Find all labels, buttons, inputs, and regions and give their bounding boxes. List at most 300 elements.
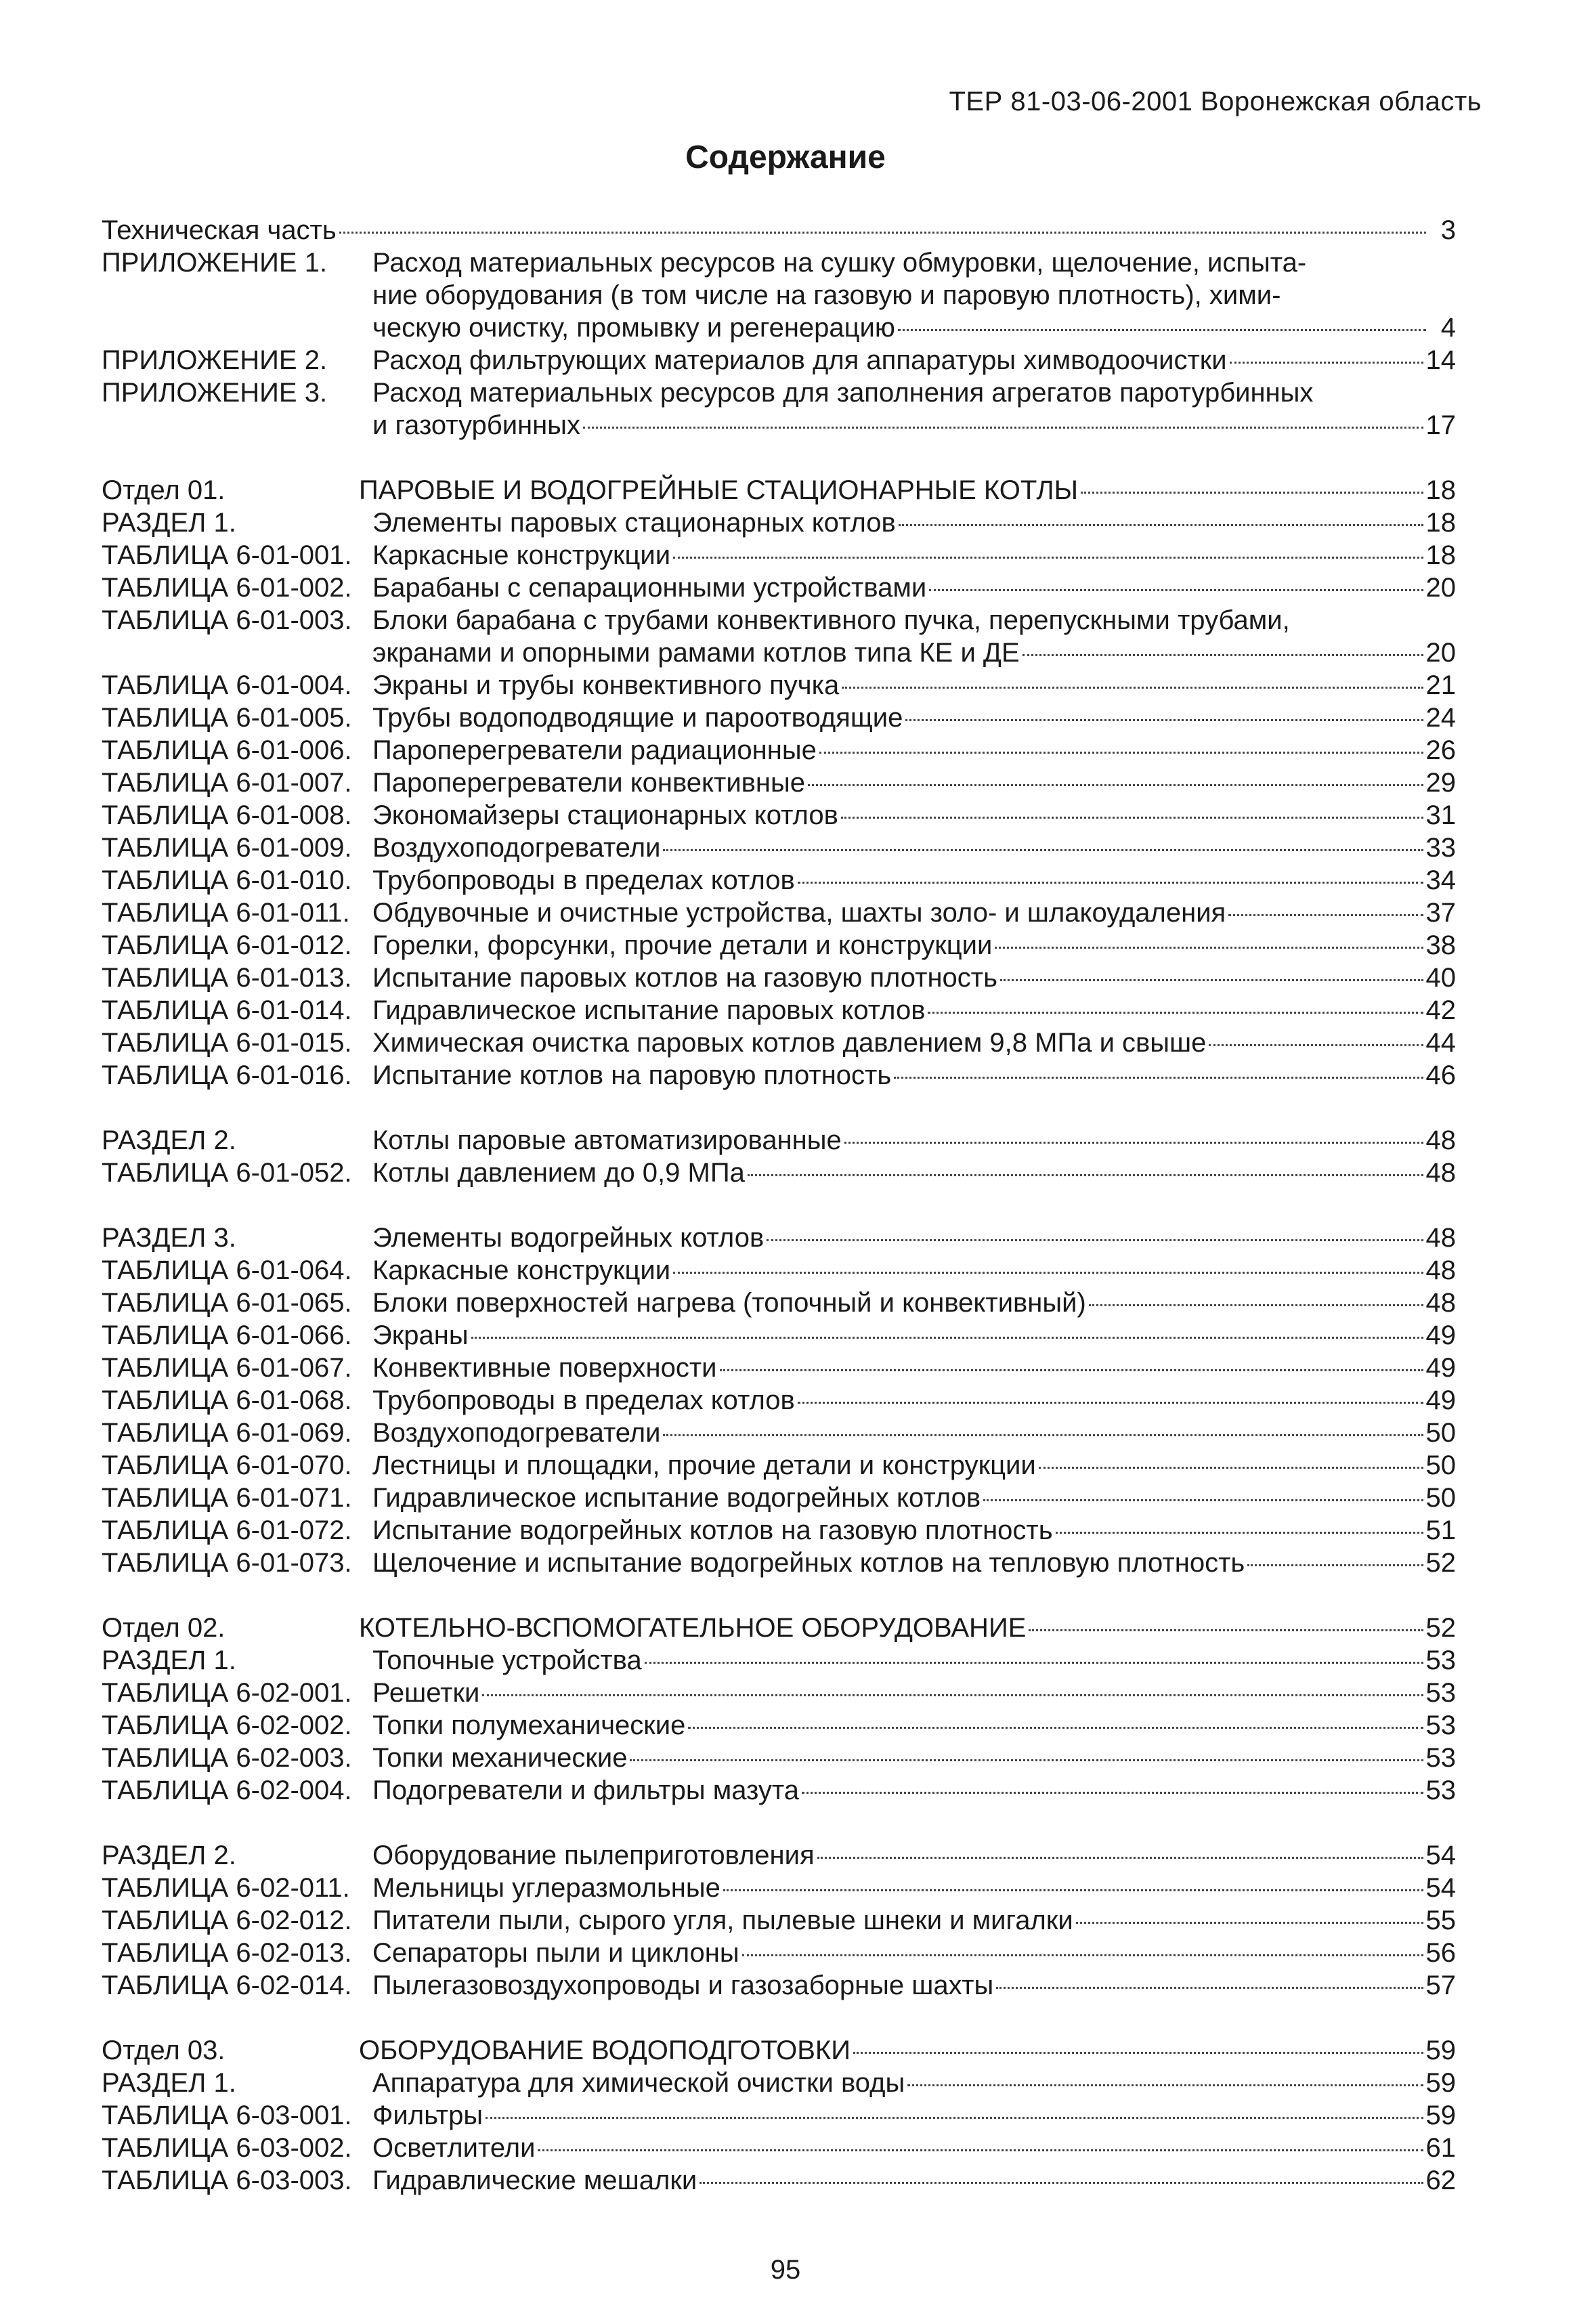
toc-entry-page: 48 bbox=[1425, 1255, 1456, 1285]
toc-entry-page: 54 bbox=[1425, 1873, 1456, 1903]
toc-entry-page: 49 bbox=[1425, 1320, 1456, 1350]
toc-entry-page: 26 bbox=[1425, 735, 1456, 765]
toc-entry[interactable] bbox=[102, 669, 1456, 702]
toc-entry-page: 34 bbox=[1425, 865, 1456, 895]
dot-leader bbox=[1039, 1467, 1423, 1469]
toc-entry[interactable] bbox=[102, 246, 1456, 344]
toc-entry-title bbox=[372, 2164, 1456, 2197]
toc-entry[interactable] bbox=[102, 1904, 1456, 1937]
toc-entry-page: 50 bbox=[1425, 1450, 1456, 1480]
dot-leader bbox=[742, 1954, 1423, 1956]
toc-entry-title bbox=[372, 344, 1456, 376]
toc-entry-page: 53 bbox=[1425, 1776, 1456, 1805]
toc-entry-title bbox=[372, 507, 1456, 539]
toc-entry-label: РАЗДЕЛ 3. bbox=[102, 1223, 236, 1253]
dot-leader bbox=[339, 232, 1426, 234]
toc-entry-title-text: Трубы водоподводящие и пароотводящие bbox=[372, 703, 903, 733]
toc-entry-page: 50 bbox=[1425, 1483, 1456, 1513]
dot-leader bbox=[486, 2117, 1423, 2119]
toc-entry-title-text: Экраны bbox=[372, 1320, 469, 1350]
toc-entry-page: 49 bbox=[1425, 1385, 1456, 1415]
toc-entry-label: Отдел 01. bbox=[102, 475, 225, 505]
toc-entry-title-text: Трубопроводы в пределах котлов bbox=[372, 1385, 795, 1415]
section-spacer bbox=[102, 2002, 1456, 2034]
toc-entry-title-text: Котлы паровые автоматизированные bbox=[372, 1125, 842, 1155]
dot-leader bbox=[1029, 1629, 1423, 1631]
toc-entry-title bbox=[372, 1547, 1456, 1579]
toc-entry-page: 50 bbox=[1425, 1418, 1456, 1448]
toc-entry-page: 44 bbox=[1425, 1028, 1456, 1058]
toc-entry-title bbox=[337, 214, 1456, 246]
toc-entry-title bbox=[372, 1742, 1456, 1774]
toc-entry-page: 51 bbox=[1425, 1515, 1456, 1545]
toc-entry-title bbox=[372, 929, 1456, 962]
toc-entry-label: Отдел 02. bbox=[102, 1613, 225, 1643]
toc-entry-title-text: Каркасные конструкции bbox=[372, 540, 671, 570]
toc-entry-title-text: Обдувочные и очистные устройства, шахты золо- и шлакоудаления bbox=[372, 898, 1226, 928]
toc-entry-title bbox=[372, 669, 1456, 702]
toc-entry-label: ТАБЛИЦА 6-02-003. bbox=[102, 1743, 352, 1773]
toc-entry-title-text: Воздухоподогреватели bbox=[372, 1418, 661, 1448]
toc-entry-title-line: экранами и опорными рамами котлов типа КЕ и ДЕ bbox=[372, 638, 1020, 668]
toc-entry-page: 46 bbox=[1425, 1060, 1456, 1090]
toc-entry[interactable] bbox=[102, 1677, 1456, 1709]
toc-entry-title bbox=[372, 1287, 1456, 1319]
dot-leader bbox=[842, 687, 1423, 689]
toc-entry-label: ТАБЛИЦА 6-02-011. bbox=[102, 1873, 350, 1903]
page-title: Содержание bbox=[685, 139, 886, 175]
toc-entry-label: ТАБЛИЦА 6-01-065. bbox=[102, 1288, 352, 1318]
toc-entry[interactable] bbox=[102, 2099, 1456, 2132]
toc-entry-title-line: и газотурбинных bbox=[372, 410, 580, 440]
dot-leader bbox=[630, 1759, 1423, 1761]
toc-entry-label: ТАБЛИЦА 6-01-011. bbox=[102, 898, 350, 928]
toc-entry-page: 59 bbox=[1425, 2036, 1456, 2065]
toc-entry-label: РАЗДЕЛ 1. bbox=[102, 2068, 236, 2098]
dot-leader bbox=[673, 557, 1423, 559]
toc-entry-page: 54 bbox=[1425, 1841, 1456, 1870]
toc-entry-page: 33 bbox=[1425, 833, 1456, 863]
toc-entry-title-text: Элементы паровых стационарных котлов bbox=[372, 508, 896, 538]
toc-entry-label: ТАБЛИЦА 6-02-013. bbox=[102, 1938, 352, 1968]
toc-entry-label: ТАБЛИЦА 6-01-010. bbox=[102, 865, 352, 895]
dot-leader bbox=[819, 752, 1423, 754]
dot-leader bbox=[853, 2052, 1423, 2054]
dot-leader bbox=[1089, 1304, 1423, 1306]
toc-entry-title bbox=[372, 1482, 1456, 1514]
toc-entry-label: РАЗДЕЛ 1. bbox=[102, 508, 236, 538]
toc-entry-title bbox=[372, 1384, 1456, 1417]
toc-entry-label: ТАБЛИЦА 6-01-066. bbox=[102, 1320, 352, 1350]
table-of-contents bbox=[102, 214, 1456, 2197]
toc-entry[interactable] bbox=[102, 1157, 1456, 1189]
toc-entry-title-text: Гидравлическое испытание паровых котлов bbox=[372, 995, 926, 1025]
toc-entry-title bbox=[372, 246, 1456, 344]
dot-leader bbox=[929, 589, 1423, 591]
toc-entry[interactable] bbox=[102, 1352, 1456, 1384]
toc-entry-page: 59 bbox=[1425, 2101, 1456, 2130]
toc-entry-page: 48 bbox=[1425, 1125, 1456, 1155]
toc-entry[interactable] bbox=[102, 864, 1456, 897]
toc-entry-title bbox=[372, 2099, 1456, 2132]
toc-entry-title-text: Барабаны с сепарационными устройствами bbox=[372, 573, 927, 603]
toc-entry-title-text: ОБОРУДОВАНИЕ ВОДОПОДГОТОВКИ bbox=[359, 2036, 851, 2065]
toc-entry-title bbox=[372, 572, 1456, 604]
toc-entry-label: ТАБЛИЦА 6-01-072. bbox=[102, 1515, 352, 1545]
toc-entry-page: 21 bbox=[1425, 670, 1456, 700]
toc-entry-title bbox=[372, 1027, 1456, 1059]
toc-entry-label: ТАБЛИЦА 6-01-015. bbox=[102, 1028, 352, 1058]
toc-entry[interactable] bbox=[102, 539, 1456, 572]
toc-entry-title-text: Решетки bbox=[372, 1678, 480, 1708]
dot-leader bbox=[899, 524, 1423, 526]
toc-entry-label: ТАБЛИЦА 6-01-006. bbox=[102, 735, 352, 765]
toc-entry-title bbox=[359, 2034, 1456, 2067]
dot-leader bbox=[894, 1077, 1423, 1079]
toc-entry-title-text: Пароперегреватели радиационные bbox=[372, 735, 817, 765]
toc-entry[interactable] bbox=[102, 702, 1456, 734]
toc-entry-title-text: Элементы водогрейных котлов bbox=[372, 1223, 765, 1253]
toc-entry-page: 59 bbox=[1425, 2068, 1456, 2098]
toc-entry[interactable] bbox=[102, 1417, 1456, 1449]
dot-leader bbox=[808, 784, 1423, 786]
section-spacer bbox=[102, 1092, 1456, 1124]
toc-entry[interactable] bbox=[102, 1449, 1456, 1482]
toc-entry-title bbox=[372, 1124, 1456, 1157]
toc-entry-title-text: Испытание водогрейных котлов на газовую плотность bbox=[372, 1515, 1053, 1545]
toc-entry-page: 29 bbox=[1425, 768, 1456, 798]
toc-entry-title bbox=[372, 1254, 1456, 1287]
running-header: ТЕР 81-03-06-2001 Воронежская область bbox=[949, 87, 1482, 116]
toc-entry-title bbox=[372, 994, 1456, 1027]
toc-entry-page: 14 bbox=[1425, 345, 1456, 375]
toc-entry-page: 53 bbox=[1425, 1678, 1456, 1708]
section-spacer bbox=[102, 1189, 1456, 1222]
toc-entry-title-text: Испытание паровых котлов на газовую плотность bbox=[372, 963, 997, 993]
toc-entry-title bbox=[372, 1872, 1456, 1904]
toc-entry-title bbox=[372, 1059, 1456, 1092]
toc-entry[interactable] bbox=[102, 474, 1456, 507]
toc-entry[interactable] bbox=[102, 2132, 1456, 2164]
section-spacer bbox=[102, 442, 1456, 474]
toc-entry-title-text: Гидравлические мешалки bbox=[372, 2166, 697, 2195]
toc-entry-label: ТАБЛИЦА 6-03-003. bbox=[102, 2166, 352, 2195]
toc-entry-page: 20 bbox=[1425, 638, 1456, 668]
toc-entry-page: 38 bbox=[1425, 930, 1456, 960]
toc-entry-title-text: Питатели пыли, сырого угля, пылевые шнеки и мигалки bbox=[372, 1906, 1073, 1935]
toc-entry-title-text: Расход фильтрующих материалов для аппаратуры химводоочистки bbox=[372, 345, 1227, 375]
toc-entry[interactable] bbox=[102, 1059, 1456, 1092]
toc-entry-label: ТАБЛИЦА 6-01-009. bbox=[102, 833, 352, 863]
dot-leader bbox=[663, 1434, 1423, 1436]
toc-entry-title bbox=[372, 702, 1456, 734]
toc-entry-title bbox=[372, 1644, 1456, 1677]
toc-entry-title-line: Расход материальных ресурсов на сушку обмуровки, щелочение, испыта- bbox=[372, 248, 1307, 278]
toc-entry-label: ТАБЛИЦА 6-02-002. bbox=[102, 1710, 352, 1740]
toc-entry-label: ТАБЛИЦА 6-01-002. bbox=[102, 573, 352, 603]
dot-leader bbox=[1209, 1044, 1423, 1046]
toc-entry-label: ТАБЛИЦА 6-01-016. bbox=[102, 1060, 352, 1090]
toc-entry-title-text: Воздухоподогреватели bbox=[372, 833, 661, 863]
toc-entry-page: 48 bbox=[1425, 1158, 1456, 1188]
dot-leader bbox=[482, 1694, 1423, 1696]
toc-entry-label: ТАБЛИЦА 6-01-004. bbox=[102, 670, 352, 700]
toc-entry-title-text: Аппаратура для химической очистки воды bbox=[372, 2068, 905, 2098]
dot-leader bbox=[1081, 492, 1423, 494]
toc-entry-title bbox=[372, 1514, 1456, 1547]
toc-entry-label: РАЗДЕЛ 1. bbox=[102, 1645, 236, 1675]
toc-entry[interactable] bbox=[102, 1969, 1456, 2002]
dot-leader bbox=[802, 1792, 1423, 1794]
toc-entry-label: ТАБЛИЦА 6-01-012. bbox=[102, 930, 352, 960]
toc-entry-title-text: Щелочение и испытание водогрейных котлов на тепловую плотность bbox=[372, 1548, 1245, 1578]
toc-entry-title-text: Котлы давлением до 0,9 МПа bbox=[372, 1158, 745, 1188]
dot-leader bbox=[723, 1889, 1423, 1891]
dot-leader bbox=[817, 1857, 1423, 1859]
toc-entry-title-text: КОТЕЛЬНО-ВСПОМОГАТЕЛЬНОЕ ОБОРУДОВАНИЕ bbox=[359, 1613, 1027, 1643]
dot-leader bbox=[748, 1174, 1423, 1176]
toc-entry-label: ТАБЛИЦА 6-01-014. bbox=[102, 995, 352, 1025]
section-spacer bbox=[102, 1807, 1456, 1839]
toc-entry-title-text: Химическая очистка паровых котлов давлением 9,8 МПа и свыше bbox=[372, 1028, 1207, 1058]
toc-entry[interactable] bbox=[102, 1612, 1456, 1644]
toc-entry-page: 53 bbox=[1425, 1645, 1456, 1675]
toc-entry-page: 4 bbox=[1440, 313, 1456, 343]
dot-leader bbox=[767, 1239, 1423, 1241]
toc-entry-title bbox=[372, 864, 1456, 897]
toc-entry[interactable] bbox=[102, 1774, 1456, 1807]
toc-entry-title bbox=[372, 897, 1456, 929]
dot-leader bbox=[905, 719, 1423, 721]
toc-entry[interactable] bbox=[102, 897, 1456, 929]
toc-entry[interactable] bbox=[102, 962, 1456, 994]
toc-entry-page: 18 bbox=[1425, 540, 1456, 570]
toc-entry-title-text: Пылегазовоздухопроводы и газозаборные шахты bbox=[372, 1971, 994, 2000]
dot-leader bbox=[1228, 914, 1423, 916]
toc-entry[interactable] bbox=[102, 1027, 1456, 1059]
toc-entry-title bbox=[372, 1417, 1456, 1449]
toc-entry-title bbox=[372, 1937, 1456, 1969]
toc-entry-title-line: Расход материальных ресурсов для заполнения агрегатов паротурбинных bbox=[372, 378, 1314, 408]
dot-leader bbox=[720, 1369, 1423, 1371]
toc-entry-page: 31 bbox=[1425, 800, 1456, 830]
dot-leader bbox=[583, 427, 1423, 429]
toc-entry-title-line: Блоки барабана с трубами конвективного пучка, перепускными трубами, bbox=[372, 605, 1290, 635]
dot-leader bbox=[538, 2149, 1423, 2151]
toc-entry-label: ТАБЛИЦА 6-01-073. bbox=[102, 1548, 352, 1578]
dot-leader bbox=[1247, 1564, 1423, 1566]
toc-entry-label: ТАБЛИЦА 6-01-071. bbox=[102, 1483, 352, 1513]
dot-leader bbox=[907, 2084, 1423, 2086]
toc-entry-title-text: Гидравлическое испытание водогрейных котлов bbox=[372, 1483, 981, 1513]
toc-entry-title bbox=[372, 1969, 1456, 2002]
toc-entry-title bbox=[372, 1904, 1456, 1937]
toc-entry-title-text: Оборудование пылеприготовления bbox=[372, 1841, 815, 1870]
toc-entry[interactable] bbox=[102, 572, 1456, 604]
toc-entry-title bbox=[372, 962, 1456, 994]
toc-entry-page: 56 bbox=[1425, 1938, 1456, 1968]
toc-entry-page: 20 bbox=[1425, 573, 1456, 603]
toc-entry-label: ТАБЛИЦА 6-01-067. bbox=[102, 1353, 352, 1383]
dot-leader bbox=[471, 1337, 1423, 1339]
toc-entry[interactable] bbox=[102, 2067, 1456, 2099]
toc-entry[interactable] bbox=[102, 1839, 1456, 1872]
toc-entry-label: Отдел 03. bbox=[102, 2036, 225, 2065]
toc-entry-page: 53 bbox=[1425, 1710, 1456, 1740]
toc-entry[interactable] bbox=[102, 734, 1456, 767]
dot-leader bbox=[798, 1402, 1423, 1404]
page-number: 95 bbox=[770, 2255, 801, 2285]
toc-entry-title-text: Трубопроводы в пределах котлов bbox=[372, 865, 795, 895]
toc-entry-label: ТАБЛИЦА 6-02-014. bbox=[102, 1971, 352, 2000]
toc-entry[interactable] bbox=[102, 929, 1456, 962]
toc-entry-title bbox=[372, 1352, 1456, 1384]
dot-leader bbox=[1056, 1532, 1423, 1534]
toc-entry-page: 52 bbox=[1425, 1548, 1456, 1578]
dot-leader bbox=[1076, 1922, 1423, 1924]
toc-entry-label: РАЗДЕЛ 2. bbox=[102, 1841, 236, 1870]
toc-entry-title-text: Фильтры bbox=[372, 2101, 483, 2130]
dot-leader bbox=[645, 1662, 1423, 1664]
toc-entry-title bbox=[372, 734, 1456, 767]
toc-entry-title bbox=[372, 1774, 1456, 1807]
toc-entry[interactable] bbox=[102, 1547, 1456, 1579]
toc-entry[interactable] bbox=[102, 214, 1456, 246]
toc-entry-page: 48 bbox=[1425, 1288, 1456, 1318]
toc-entry-title-text: Блоки поверхностей нагрева (топочный и конвективный) bbox=[372, 1288, 1086, 1318]
toc-entry-title-text: Каркасные конструкции bbox=[372, 1255, 671, 1285]
toc-entry-title bbox=[372, 1157, 1456, 1189]
toc-entry[interactable] bbox=[102, 832, 1456, 864]
toc-entry[interactable] bbox=[102, 2034, 1456, 2067]
toc-entry-title-text: Мельницы углеразмольные bbox=[372, 1873, 720, 1903]
toc-entry-label: ТАБЛИЦА 6-03-002. bbox=[102, 2133, 352, 2163]
toc-entry-label: ТАБЛИЦА 6-01-001. bbox=[102, 540, 352, 570]
dot-leader bbox=[844, 1142, 1423, 1144]
toc-entry-title-text: Испытание котлов на паровую плотность bbox=[372, 1060, 892, 1090]
toc-entry-label: ТАБЛИЦА 6-01-068. bbox=[102, 1385, 352, 1415]
dot-leader bbox=[1000, 979, 1423, 981]
toc-entry-page: 18 bbox=[1425, 475, 1456, 505]
toc-entry-title-text: Пароперегреватели конвективные bbox=[372, 768, 806, 798]
toc-entry-title bbox=[372, 1677, 1456, 1709]
toc-entry-page: 49 bbox=[1425, 1353, 1456, 1383]
dot-leader bbox=[798, 882, 1423, 884]
toc-entry-page: 24 bbox=[1425, 703, 1456, 733]
toc-entry-label: Техническая часть bbox=[102, 215, 337, 245]
toc-entry-label: ТАБЛИЦА 6-01-005. bbox=[102, 703, 352, 733]
toc-entry[interactable] bbox=[102, 604, 1456, 669]
toc-entry[interactable] bbox=[102, 1742, 1456, 1774]
toc-entry-label: ТАБЛИЦА 6-02-004. bbox=[102, 1776, 352, 1805]
toc-entry-page: 57 bbox=[1425, 1971, 1456, 2000]
toc-entry[interactable] bbox=[102, 1254, 1456, 1287]
toc-entry[interactable] bbox=[102, 1319, 1456, 1352]
toc-entry-title bbox=[372, 376, 1456, 442]
toc-entry[interactable] bbox=[102, 1709, 1456, 1742]
toc-entry-title-text: Подогреватели и фильтры мазута bbox=[372, 1776, 800, 1805]
toc-entry[interactable] bbox=[102, 1384, 1456, 1417]
toc-entry-page: 40 bbox=[1425, 963, 1456, 993]
toc-entry[interactable] bbox=[102, 2164, 1456, 2197]
toc-entry-title-text: Сепараторы пыли и циклоны bbox=[372, 1938, 739, 1968]
toc-entry-title bbox=[359, 474, 1456, 507]
toc-entry[interactable] bbox=[102, 507, 1456, 539]
toc-entry-label: РАЗДЕЛ 2. bbox=[102, 1125, 236, 1155]
toc-entry-title bbox=[372, 604, 1456, 669]
toc-entry-page: 62 bbox=[1425, 2166, 1456, 2195]
toc-entry-title bbox=[372, 832, 1456, 864]
toc-entry-title bbox=[372, 1709, 1456, 1742]
toc-entry-label: ТАБЛИЦА 6-01-064. bbox=[102, 1255, 352, 1285]
toc-entry-title-text: Топки механические bbox=[372, 1743, 628, 1773]
toc-entry[interactable] bbox=[102, 1937, 1456, 1969]
dot-leader bbox=[663, 849, 1423, 851]
toc-entry-label: ТАБЛИЦА 6-03-001. bbox=[102, 2101, 352, 2130]
dot-leader bbox=[688, 1727, 1423, 1729]
toc-entry-label: ТАБЛИЦА 6-01-013. bbox=[102, 963, 352, 993]
toc-entry-label: ТАБЛИЦА 6-01-007. bbox=[102, 768, 352, 798]
toc-entry-title-text: Лестницы и площадки, прочие детали и конструкции bbox=[372, 1450, 1036, 1480]
toc-entry-label: ПРИЛОЖЕНИЕ 1. bbox=[102, 248, 328, 278]
toc-entry[interactable] bbox=[102, 1222, 1456, 1254]
toc-entry-title-text: Экономайзеры стационарных котлов bbox=[372, 800, 838, 830]
dot-leader bbox=[898, 329, 1426, 331]
toc-entry[interactable] bbox=[102, 1872, 1456, 1904]
toc-entry-title bbox=[372, 1839, 1456, 1872]
toc-entry-label: ПРИЛОЖЕНИЕ 3. bbox=[102, 378, 328, 408]
toc-entry[interactable] bbox=[102, 1644, 1456, 1677]
dot-leader bbox=[995, 947, 1423, 949]
toc-entry-title-text: Конвективные поверхности bbox=[372, 1353, 717, 1383]
toc-entry-title bbox=[372, 1319, 1456, 1352]
toc-entry[interactable] bbox=[102, 799, 1456, 832]
toc-entry-label: ТАБЛИЦА 6-01-069. bbox=[102, 1418, 352, 1448]
toc-entry[interactable] bbox=[102, 1482, 1456, 1514]
toc-entry-page: 61 bbox=[1425, 2133, 1456, 2163]
toc-entry-title-text: ПАРОВЫЕ И ВОДОГРЕЙНЫЕ СТАЦИОНАРНЫЕ КОТЛЫ bbox=[359, 475, 1079, 505]
toc-entry-title bbox=[359, 1612, 1456, 1644]
toc-entry[interactable] bbox=[102, 1287, 1456, 1319]
toc-entry[interactable] bbox=[102, 1124, 1456, 1157]
toc-entry[interactable] bbox=[102, 994, 1456, 1027]
toc-entry-label: ПРИЛОЖЕНИЕ 2. bbox=[102, 345, 328, 375]
dot-leader bbox=[996, 1987, 1423, 1989]
toc-entry-title-text: Топки полумеханические bbox=[372, 1710, 686, 1740]
toc-entry-page: 42 bbox=[1425, 995, 1456, 1025]
dot-leader bbox=[1230, 362, 1423, 364]
toc-entry-label: ТАБЛИЦА 6-01-008. bbox=[102, 800, 352, 830]
dot-leader bbox=[1023, 654, 1423, 656]
toc-entry-page: 53 bbox=[1425, 1743, 1456, 1773]
toc-entry-title bbox=[372, 539, 1456, 572]
toc-entry-title bbox=[372, 1222, 1456, 1254]
toc-entry[interactable] bbox=[102, 1514, 1456, 1547]
toc-entry-title bbox=[372, 1449, 1456, 1482]
dot-leader bbox=[841, 817, 1423, 819]
toc-entry-label: ТАБЛИЦА 6-01-052. bbox=[102, 1158, 352, 1188]
toc-entry-page: 18 bbox=[1425, 508, 1456, 538]
toc-entry-title bbox=[372, 2067, 1456, 2099]
toc-entry[interactable] bbox=[102, 344, 1456, 376]
toc-entry[interactable] bbox=[102, 767, 1456, 799]
toc-entry-title-text: Горелки, форсунки, прочие детали и конструкции bbox=[372, 930, 993, 960]
toc-entry-title bbox=[372, 2132, 1456, 2164]
toc-entry-title-text: Осветлители bbox=[372, 2133, 536, 2163]
toc-entry-title-line: ческую очистку, промывку и регенерацию bbox=[372, 313, 895, 343]
dot-leader bbox=[700, 2182, 1423, 2184]
toc-entry[interactable] bbox=[102, 376, 1456, 442]
